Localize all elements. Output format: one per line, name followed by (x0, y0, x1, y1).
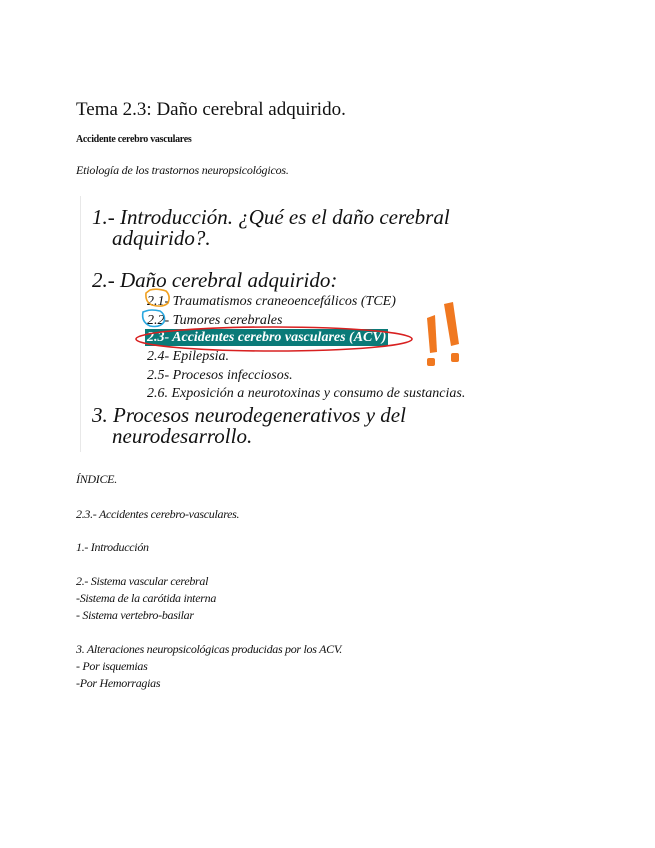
slide-heading-intro: 1.- Introducción. ¿Qué es el daño cerebral (92, 205, 450, 229)
index-item-vascular: 2.- Sistema vascular cerebral (76, 574, 209, 588)
index-item-alteraciones: 3. Alteraciones neuropsicológicas producidas por los ACV. (76, 642, 343, 656)
etiology-label: Etiología de los trastornos neuropsicológicos. (76, 163, 289, 177)
slide-item-tumores: 2.2- Tumores cerebrales (147, 313, 283, 328)
index-subitem-hemorragias: -Por Hemorragias (76, 676, 161, 690)
index-item-intro: 1.- Introducción (76, 540, 149, 554)
document-title: Tema 2.3: Daño cerebral adquirido. (76, 99, 346, 120)
slide-item-epilepsia: 2.4- Epilepsia. (147, 349, 230, 364)
slide-heading-dca: 2.- Daño cerebral adquirido: (92, 268, 338, 292)
index-section-title: 2.3.- Accidentes cerebro-vasculares. (76, 507, 240, 521)
slide-heading-intro-cont: adquirido?. (112, 226, 211, 250)
slide-item-tce: 2.1- Traumatismos craneoencefálicos (TCE) (147, 294, 396, 309)
slide-image (80, 196, 511, 452)
index-subitem-isquemias: - Por isquemias (76, 659, 148, 673)
index-heading: ÍNDICE. (76, 472, 117, 486)
slide-item-acv-highlighted: 2.3- Accidentes cerebro vasculares (ACV) (147, 330, 387, 345)
document-subtitle: Accidente cerebro vasculares (76, 134, 192, 145)
slide-item-neurotoxinas: 2.6. Exposición a neurotoxinas y consumo de sustancias. (147, 386, 466, 401)
slide-heading-neurodegenerativos-cont: neurodesarrollo. (112, 424, 253, 448)
index-subitem-carotida: -Sistema de la carótida interna (76, 591, 217, 605)
index-subitem-vertebro: - Sistema vertebro-basilar (76, 608, 194, 622)
slide-item-infecciosos: 2.5- Procesos infecciosos. (147, 368, 293, 383)
slide-heading-neurodegenerativos: 3. Procesos neurodegenerativos y del (92, 403, 406, 427)
